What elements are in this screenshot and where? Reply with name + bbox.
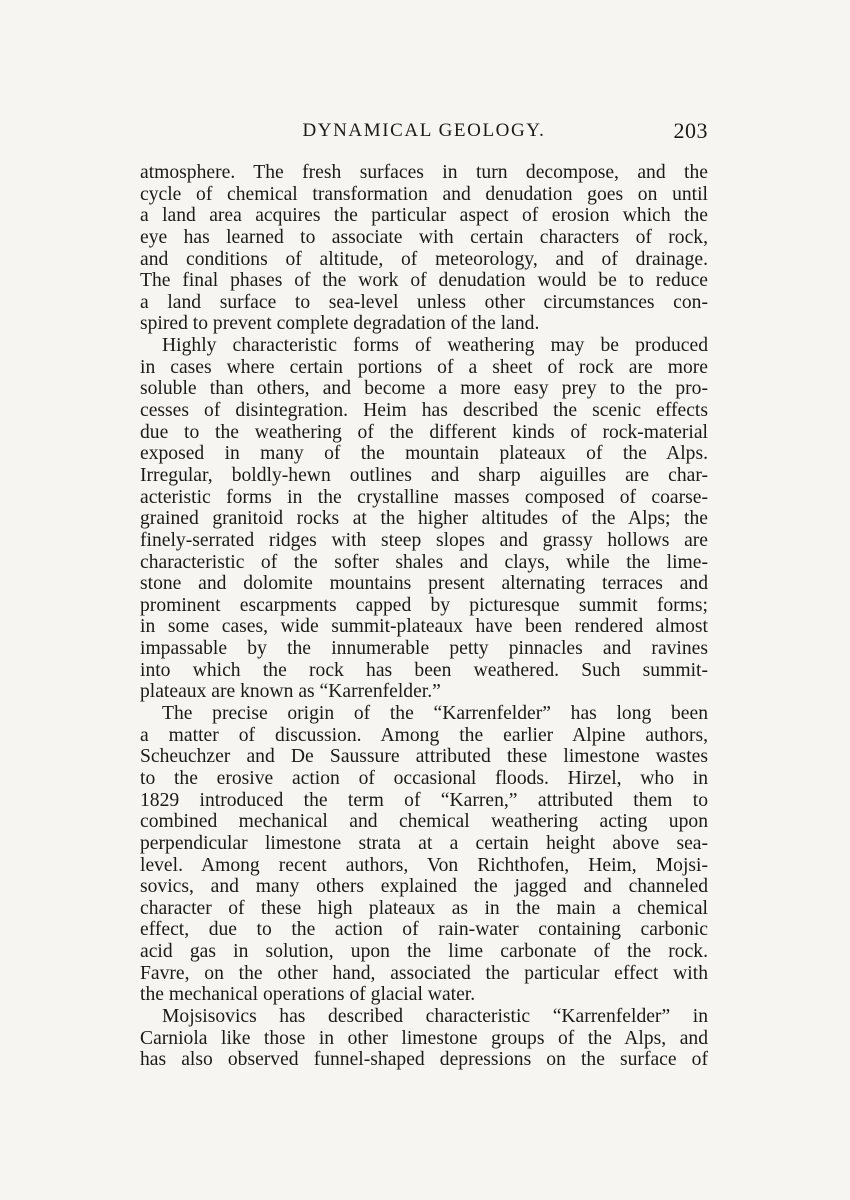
paragraph — [140, 703, 708, 1006]
text-line: has also observed funnel-shaped depressions on the surface of — [140, 1049, 708, 1071]
text-line: in some cases, wide summit-plateaux have been rendered almost — [140, 616, 708, 638]
text-line: impassable by the innumerable petty pinnacles and ravines — [140, 638, 708, 660]
text-line: exposed in many of the mountain plateaux of the Alps. — [140, 443, 708, 465]
text-line: to the erosive action of occasional floods. Hirzel, who in — [140, 767, 708, 789]
text-line: atmosphere. The fresh surfaces in turn decompose, and the — [140, 162, 708, 183]
text-line: Irregular, boldly-hewn outlines and sharp aiguilles are char- — [140, 464, 708, 486]
text-line: due to the weathering of the different kinds of rock-material — [140, 421, 708, 443]
running-head — [140, 116, 708, 146]
text-line: spired to prevent complete degradation of the land. — [140, 313, 540, 335]
text-line: Scheuchzer and De Saussure attributed these limestone wastes — [140, 746, 708, 768]
text-line: eye has learned to associate with certain characters of rock, — [140, 226, 708, 248]
text-line: a matter of discussion. Among the earlier Alpine authors, — [140, 724, 708, 746]
text-line: and conditions of altitude, of meteorology, and of drainage. — [140, 248, 708, 270]
text-line: Highly characteristic forms of weathering may be produced — [162, 335, 708, 357]
text-line: the mechanical operations of glacial water. — [140, 984, 476, 1006]
text-line: plateaux are known as “Karrenfelder.” — [140, 681, 441, 703]
paragraph — [140, 162, 708, 335]
text-line: Carniola like those in other limestone groups of the Alps, and — [140, 1027, 708, 1049]
text-line: characteristic of the softer shales and clays, while the lime- — [140, 551, 708, 573]
text-line: into which the rock has been weathered. Such summit- — [140, 659, 708, 681]
text-line: 1829 introduced the term of “Karren,” attributed them to — [140, 789, 708, 811]
text-line: effect, due to the action of rain-water containing carbonic — [140, 919, 708, 941]
text-line: perpendicular limestone strata at a certain height above sea- — [140, 832, 708, 854]
paragraph — [140, 1006, 708, 1071]
text-line: finely-serrated ridges with steep slopes and grassy hollows are — [140, 529, 708, 551]
text-line: a land surface to sea-level unless other circumstances con- — [140, 291, 708, 313]
text-line: acid gas in solution, upon the lime carbonate of the rock. — [140, 941, 708, 963]
text-line: grained granitoid rocks at the higher altitudes of the Alps; the — [140, 508, 708, 530]
text-line: Mojsisovics has described characteristic “Karrenfelder” in — [162, 1005, 708, 1027]
paragraph — [140, 335, 708, 703]
text-line: cesses of disintegration. Heim has described the scenic effects — [140, 400, 708, 422]
text-line: character of these high plateaux as in the main a chemical — [140, 897, 708, 919]
page-number: 203 — [673, 118, 708, 143]
text-line: in cases where certain portions of a sheet of rock are more — [140, 356, 708, 378]
text-line: Favre, on the other hand, associated the particular effect with — [140, 962, 708, 984]
text-line: combined mechanical and chemical weathering acting upon — [140, 811, 708, 833]
text-line: level. Among recent authors, Von Richthofen, Heim, Mojsi- — [140, 854, 708, 876]
text-line: prominent escarpments capped by picturesque summit forms; — [140, 594, 708, 616]
text-line: soluble than others, and become a more easy prey to the pro- — [140, 378, 708, 400]
text-line: The precise origin of the “Karrenfelder” has long been — [162, 703, 708, 725]
body-text — [140, 162, 708, 1071]
text-line: acteristic forms in the crystalline masses composed of coarse- — [140, 486, 708, 508]
text-line: sovics, and many others explained the jagged and channeled — [140, 876, 708, 898]
text-line: stone and dolomite mountains present alternating terraces and — [140, 573, 708, 595]
text-line: The final phases of the work of denudation would be to reduce — [140, 270, 708, 292]
running-title: DYNAMICAL GEOLOGY. — [302, 120, 546, 141]
text-line: cycle of chemical transformation and denudation goes on until — [140, 183, 708, 205]
text-line: a land area acquires the particular aspect of erosion which the — [140, 205, 708, 227]
